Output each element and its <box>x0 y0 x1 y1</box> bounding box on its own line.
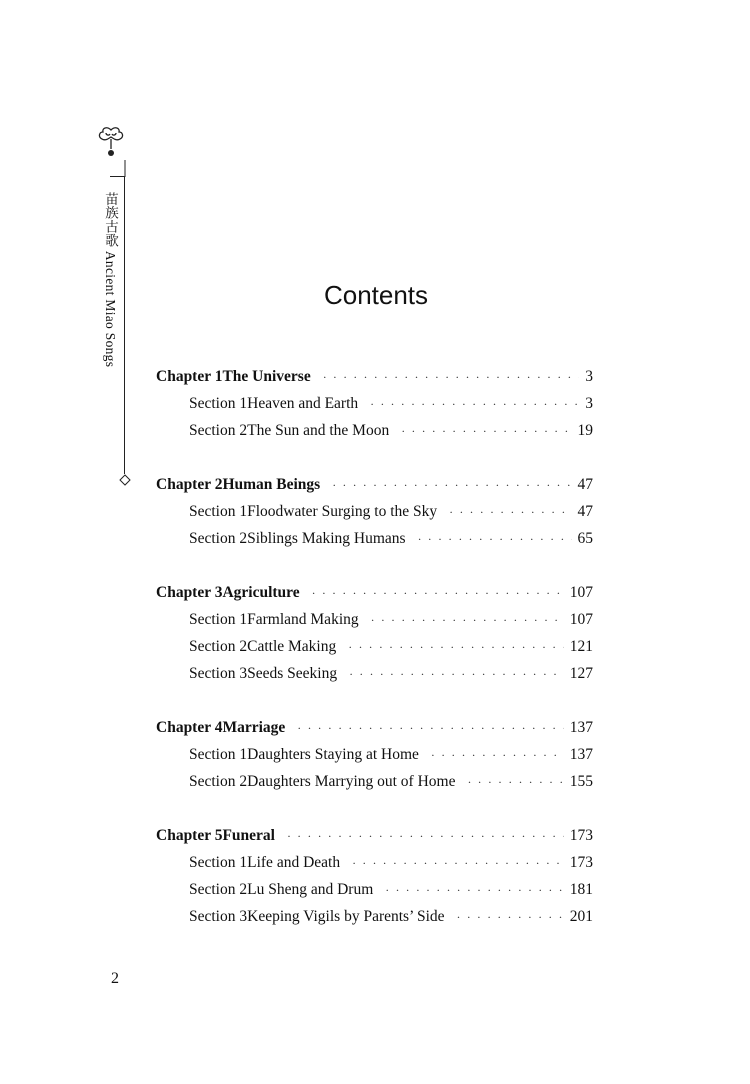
page-number: 137 <box>569 746 593 763</box>
section-title: Farmland Making <box>247 611 359 628</box>
page-number: 3 <box>585 395 593 412</box>
section-number: Section 1 <box>189 503 248 520</box>
dot-leader <box>287 829 564 844</box>
chapter-number: Chapter 3 <box>156 584 223 601</box>
section-title: Cattle Making <box>247 638 337 655</box>
sidebar-rule <box>124 176 125 474</box>
dot-leader <box>457 910 564 925</box>
section-title: The Sun and the Moon <box>247 422 390 439</box>
toc-chapter-1[interactable] <box>156 368 593 395</box>
toc-section-4-1[interactable] <box>189 746 593 773</box>
toc-section-1-1[interactable] <box>189 395 593 422</box>
section-title: Daughters Marrying out of Home <box>247 773 456 790</box>
section-number: Section 3 <box>189 665 248 682</box>
page-number: 127 <box>569 665 593 682</box>
section-title: Siblings Making Humans <box>247 530 406 547</box>
section-number: Section 2 <box>189 773 248 790</box>
dot-leader <box>332 478 571 493</box>
dot-leader <box>312 586 564 601</box>
section-title: Lu Sheng and Drum <box>247 881 374 898</box>
page-number: 107 <box>569 584 593 601</box>
page-number: 137 <box>569 719 593 736</box>
page-number: 107 <box>569 611 593 628</box>
dot-leader <box>371 613 564 628</box>
page-folio: 2 <box>111 970 119 987</box>
section-title: Daughters Staying at Home <box>247 746 419 763</box>
toc-chapter-4[interactable] <box>156 719 593 746</box>
section-number: Section 1 <box>189 854 248 871</box>
section-number: Section 2 <box>189 422 248 439</box>
page-number: 121 <box>569 638 593 655</box>
dot-leader <box>385 883 563 898</box>
page-number: 155 <box>569 773 593 790</box>
dot-leader <box>370 397 579 412</box>
dot-leader <box>323 370 580 385</box>
toc-chapter-2[interactable] <box>156 476 593 503</box>
page-number: 201 <box>569 908 593 925</box>
dot-leader <box>449 505 571 520</box>
page-number: 65 <box>577 530 593 547</box>
section-number: Section 1 <box>189 611 248 628</box>
section-number: Section 2 <box>189 881 248 898</box>
section-title: Seeds Seeking <box>247 665 338 682</box>
dot-leader <box>401 424 571 439</box>
chapter-number: Chapter 4 <box>156 719 223 736</box>
page-number: 173 <box>569 827 593 844</box>
dot-leader <box>352 856 564 871</box>
chapter-title: Funeral <box>222 827 275 844</box>
section-number: Section 2 <box>189 530 248 547</box>
section-title: Floodwater Surging to the Sky <box>247 503 438 520</box>
toc-section-5-3[interactable] <box>189 908 593 935</box>
sidebar-rule-top <box>110 176 125 177</box>
book-title-vertical: 苗族古歌 Ancient Miao Songs <box>103 192 118 368</box>
diamond-icon <box>119 474 131 486</box>
toc-chapter-3[interactable] <box>156 584 593 611</box>
chapter-number: Chapter 1 <box>156 368 223 385</box>
dot-leader <box>349 667 564 682</box>
dot-leader <box>297 721 563 736</box>
dot-leader <box>348 640 564 655</box>
toc-section-2-1[interactable] <box>189 503 593 530</box>
toc-section-3-1[interactable] <box>189 611 593 638</box>
chapter-title: Agriculture <box>222 584 300 601</box>
dot-leader <box>418 532 572 547</box>
dot-leader <box>431 748 564 763</box>
section-number: Section 3 <box>189 908 248 925</box>
section-number: Section 2 <box>189 638 248 655</box>
section-title: Life and Death <box>247 854 341 871</box>
toc-chapter-5[interactable] <box>156 827 593 854</box>
cloud-ornament-icon <box>96 124 126 164</box>
toc-section-1-2[interactable] <box>189 422 593 449</box>
page-title: Contents <box>323 280 429 310</box>
section-title: Keeping Vigils by Parents’ Side <box>247 908 445 925</box>
section-number: Section 1 <box>189 746 248 763</box>
toc-section-3-3[interactable] <box>189 665 593 692</box>
chapter-title: Marriage <box>222 719 286 736</box>
toc-section-5-1[interactable] <box>189 854 593 881</box>
page-number: 19 <box>577 422 593 439</box>
toc-section-2-2[interactable] <box>189 530 593 557</box>
page-number: 3 <box>585 368 593 385</box>
chapter-title: The Universe <box>222 368 311 385</box>
dot-leader <box>467 775 563 790</box>
chapter-number: Chapter 5 <box>156 827 223 844</box>
toc-section-4-2[interactable] <box>189 773 593 800</box>
chapter-number: Chapter 2 <box>156 476 223 493</box>
page-number: 173 <box>569 854 593 871</box>
toc-section-5-2[interactable] <box>189 881 593 908</box>
page-number: 181 <box>569 881 593 898</box>
section-title: Heaven and Earth <box>247 395 359 412</box>
page-number: 47 <box>577 503 593 520</box>
section-number: Section 1 <box>189 395 248 412</box>
chapter-title: Human Beings <box>222 476 321 493</box>
toc-section-3-2[interactable] <box>189 638 593 665</box>
page-number: 47 <box>577 476 593 493</box>
